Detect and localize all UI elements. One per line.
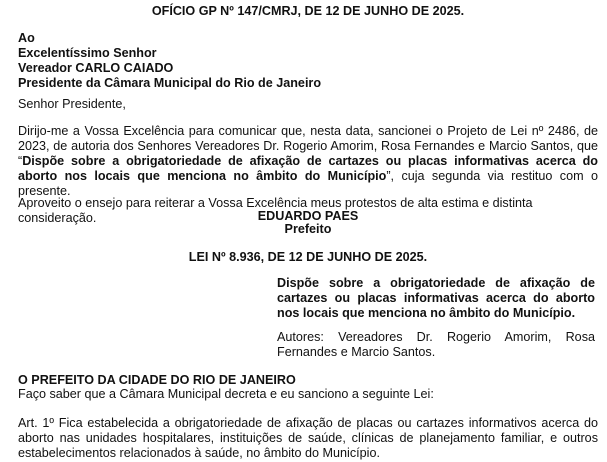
oficio-body-bold: Dispõe sobre a obrigatoriedade de afixação de cartazes ou placas informativas acerca do aborto nos locais que menciona no âmbito do Município bbox=[18, 154, 598, 183]
salutation: Senhor Presidente, bbox=[18, 97, 126, 111]
recipient-line-title: Excelentíssimo Senhor bbox=[18, 46, 157, 60]
lei-autores: Autores: Vereadores Dr. Rogerio Amorim, Rosa Fernandes e Marcio Santos. bbox=[277, 330, 595, 359]
lei-ementa: Dispõe sobre a obrigatoriedade de afixação de cartazes ou placas informativas acerca do aborto nos locais que menciona no âmbito do Município. bbox=[277, 276, 595, 320]
recipient-block bbox=[18, 31, 598, 91]
recipient-line-name: Vereador CARLO CAIADO bbox=[18, 61, 174, 75]
oficio-body-intro: Dirijo-me a Vossa Excelência para comunicar que, nesta data, sancionei o Projeto de Lei nº 2486, de 2023, de autoria dos Senhores Vereadores Dr. Rogerio Amorim, Rosa Fernandes e Marcio Santos, que “ bbox=[18, 124, 598, 168]
oficio-body-end: ”, cuja segunda via restituo com o presente. bbox=[18, 169, 598, 198]
signer-name: EDUARDO PAES bbox=[257, 209, 359, 223]
closing-text: Aproveito o ensejo para reiterar a Vossa Excelência meus protestos de alta estima e distinta consideração. bbox=[18, 196, 533, 225]
lei-title: LEI Nº 8.936, DE 12 DE JUNHO DE 2025. bbox=[188, 250, 428, 264]
article-1: Art. 1º Fica estabelecida a obrigatoriedade de afixação de placas ou cartazes informativos acerca do aborto nas unidades hospitalares, instituições de saúde, clínicas de planejamento familiar, e outros estabelecimentos relacionados à saúde, no âmbito do Município. bbox=[18, 416, 598, 460]
preamble-text: Faço saber que a Câmara Municipal decreta e eu sanciono a seguinte Lei: bbox=[18, 387, 434, 401]
preamble-title: O PREFEITO DA CIDADE DO RIO DE JANEIRO bbox=[18, 373, 296, 387]
recipient-line-role: Presidente da Câmara Municipal do Rio de Janeiro bbox=[18, 76, 322, 90]
oficio-body bbox=[18, 124, 598, 199]
signer-title: Prefeito bbox=[284, 222, 332, 236]
oficio-header: OFÍCIO GP Nº 147/CMRJ, DE 12 DE JUNHO DE 2025. bbox=[151, 4, 465, 18]
recipient-line-ao: Ao bbox=[18, 31, 35, 45]
